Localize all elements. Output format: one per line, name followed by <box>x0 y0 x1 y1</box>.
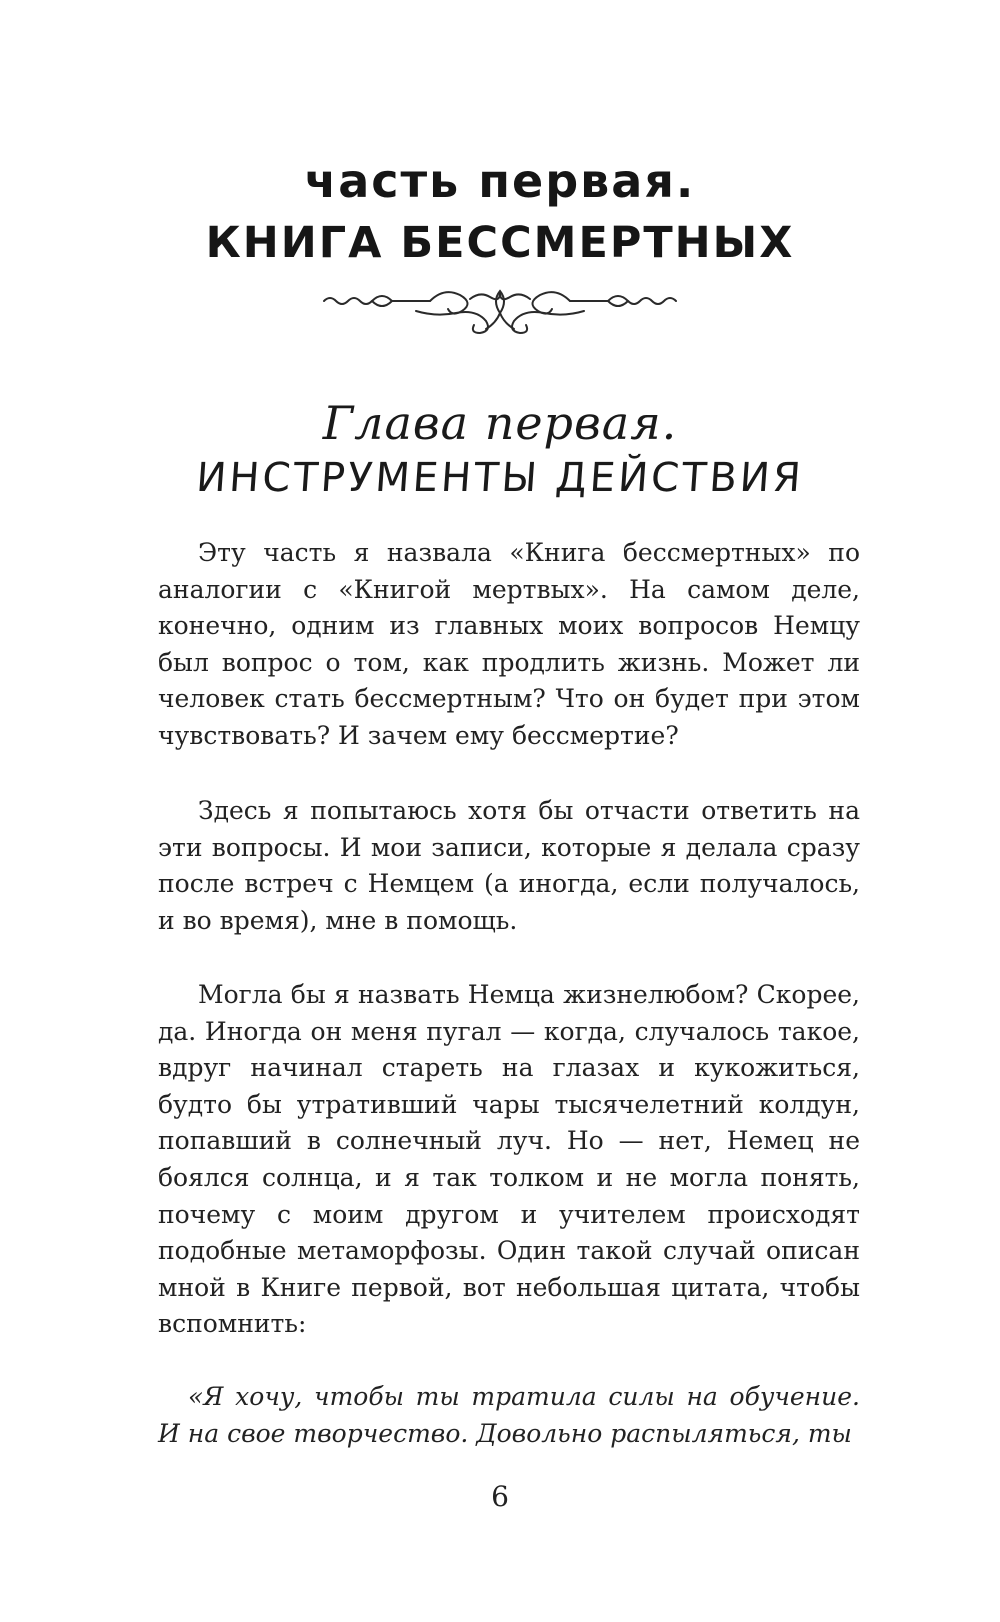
quote-paragraph: «Я хочу, чтобы ты тратила силы на обучение. И на свое творчество. Довольно распыляться, ты <box>158 1382 860 1448</box>
part-title-line-2: КНИГА БЕССМЕРТНЫХ <box>205 218 795 268</box>
page-number: 6 <box>491 1480 509 1513</box>
chapter-title: ИНСТРУМЕНТЫ ДЕЙСТВИЯ <box>194 455 806 501</box>
part-title-line-1: часть первая. <box>304 154 696 208</box>
paragraph-3: Могла бы я назвать Немца жизнелюбом? Скорее, да. Иногда он меня пугал — когда, случалось такое, вдруг начинал стареть на глазах и кукожиться, будто бы утративший чары тысячелетний колдун, попавший в солнечный луч. Но — нет, Немец не боялся солнца, и я так толком и не могла понять, почему с моим другом и учителем происходят подобные метаморфозы. Один такой случай описан мной в Книге первой, вот небольшая цитата, чтобы вспомнить: <box>158 980 860 1339</box>
paragraph-1: Эту часть я назвала «Книга бессмертных» по аналогии с «Книгой мертвых». На самом деле, конечно, одним из главных моих вопросов Немцу был вопрос о том, как продлить жизнь. Может ли человек стать бессмертным? Что он будет при этом чувствовать? И зачем ему бессмертие? <box>158 538 860 750</box>
paragraph-2: Здесь я попытаюсь хотя бы отчасти ответить на эти вопросы. И мои записи, которые я делала сразу после встреч с Немцем (а иногда, если получалось, и во время), мне в помощь. <box>158 796 860 935</box>
chapter-label: Глава первая. <box>322 396 678 450</box>
part-title <box>0 150 1000 274</box>
decorative-ornament-icon <box>320 285 680 341</box>
